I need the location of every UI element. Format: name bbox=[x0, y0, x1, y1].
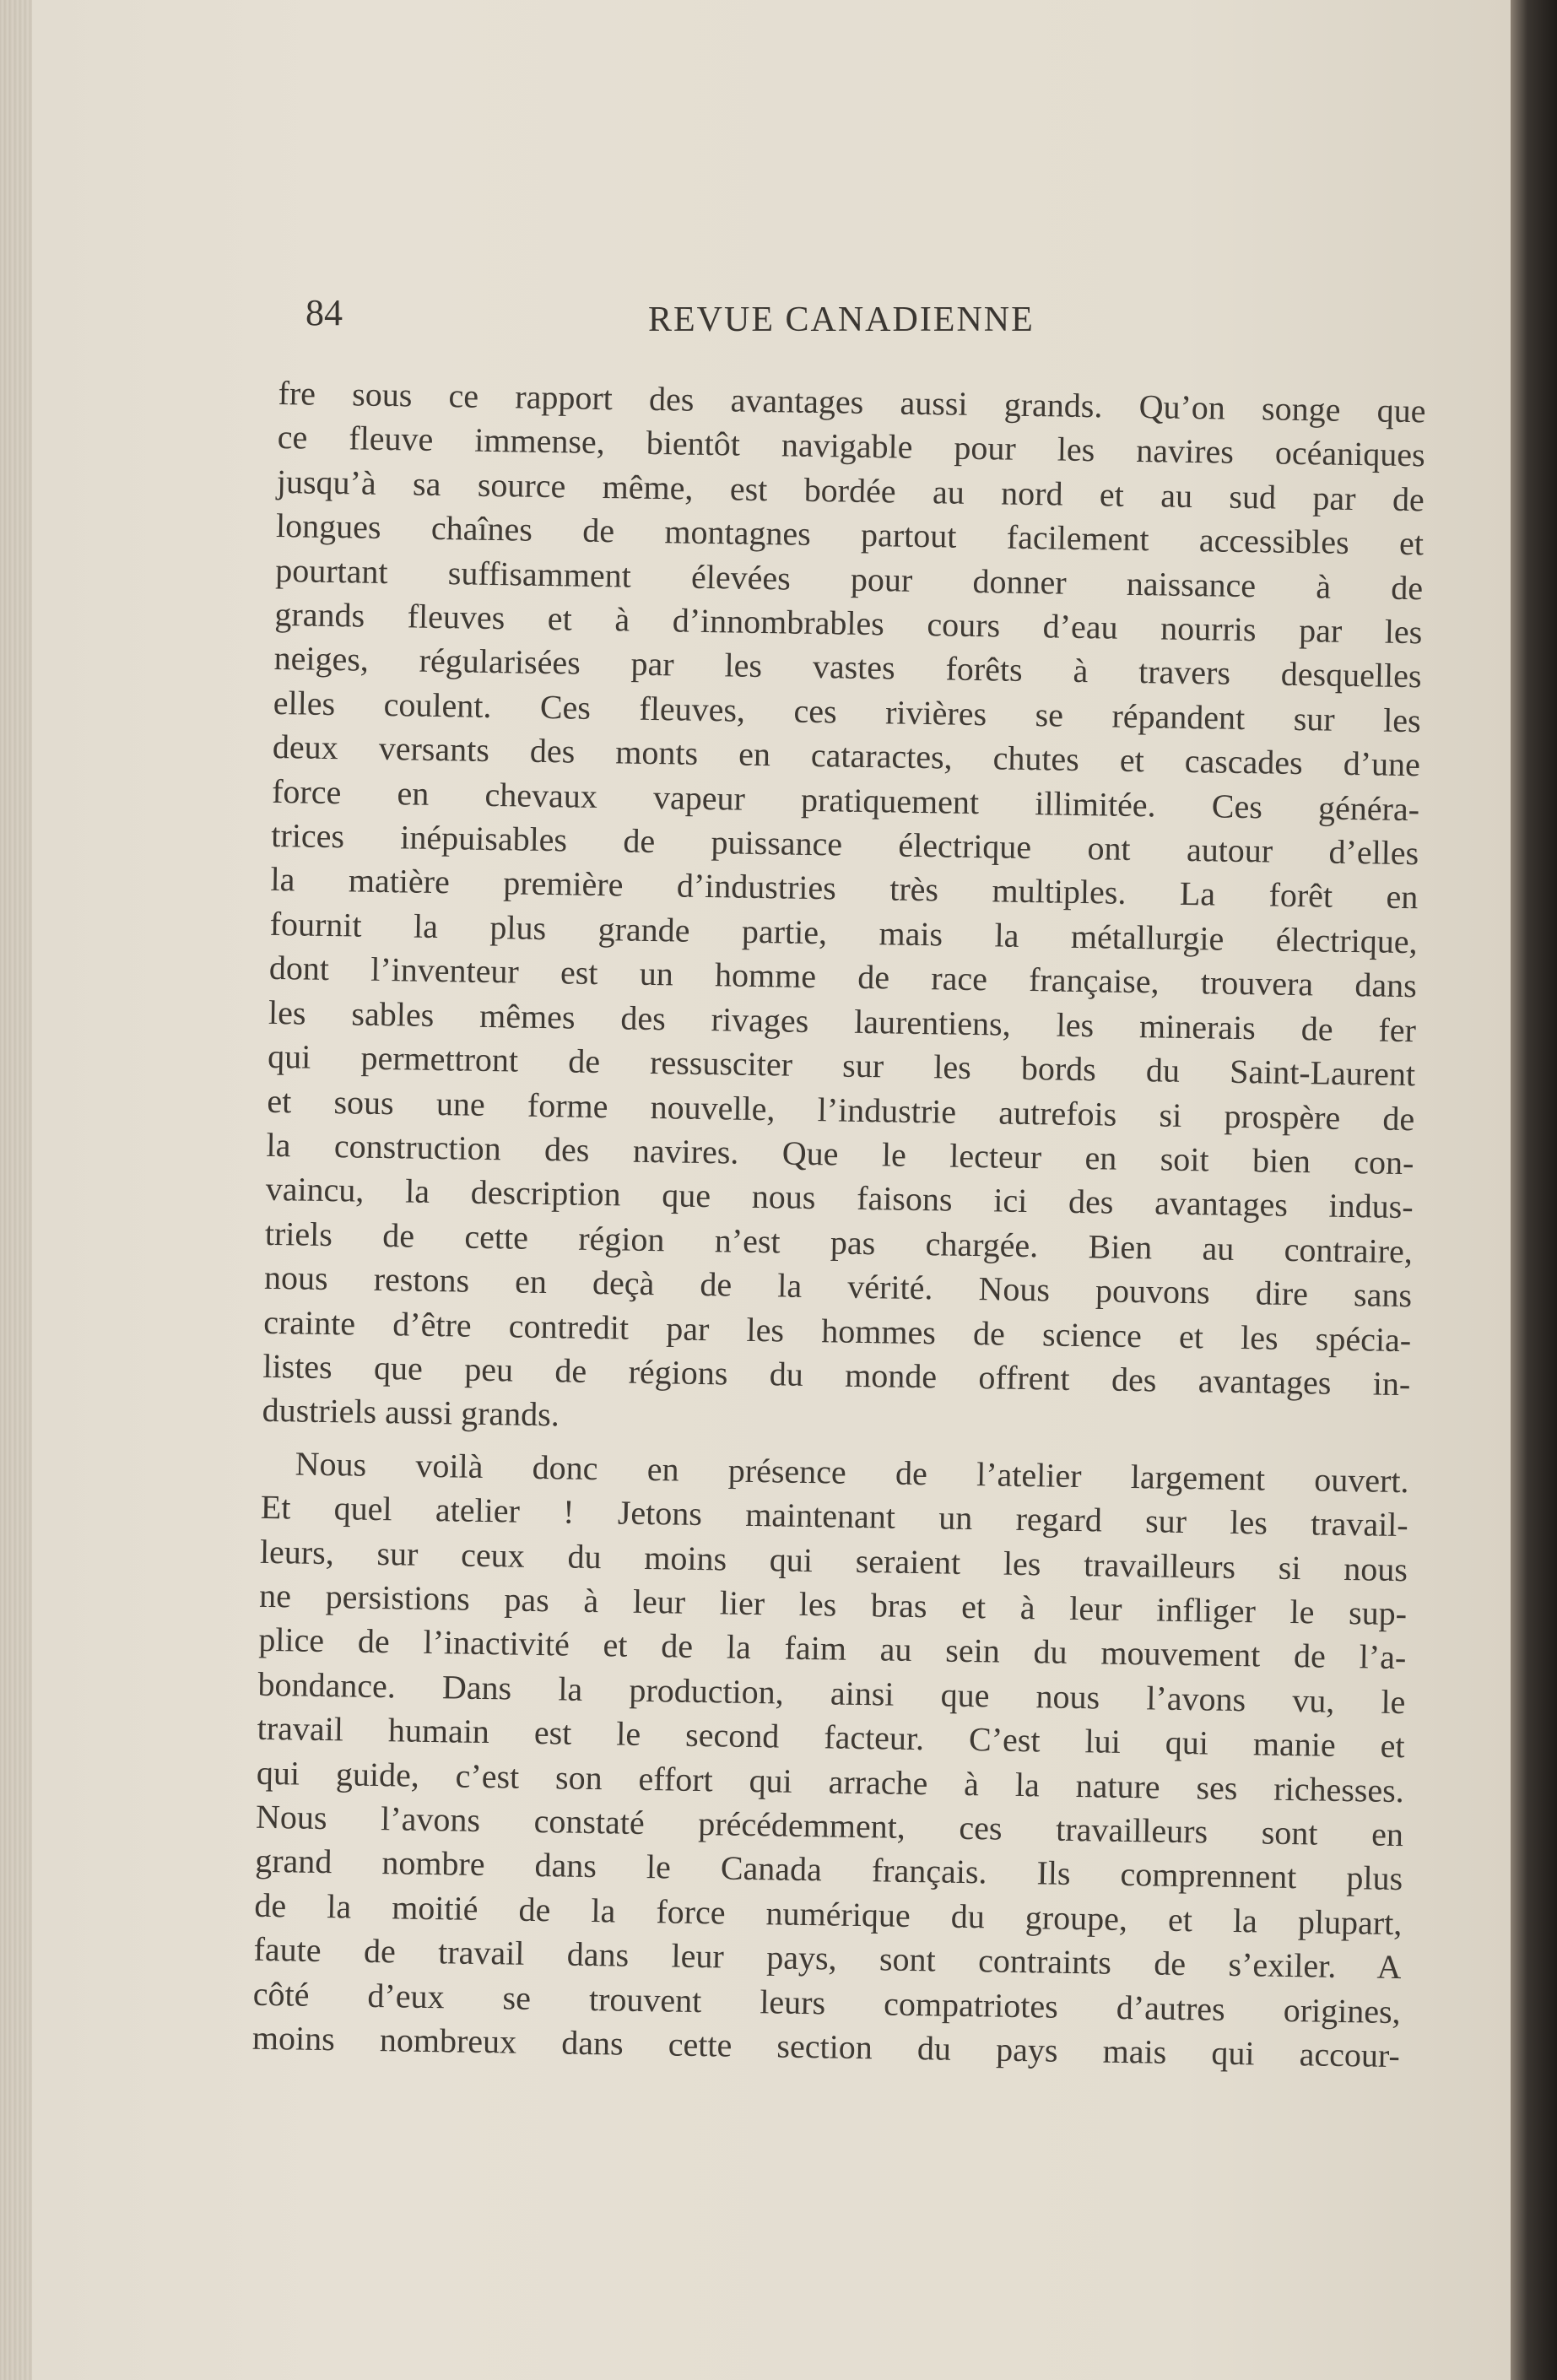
text-line: moins nombreux dans cette section du pays mais qui accour- bbox=[251, 2018, 1401, 2075]
text-line: plice de l’inactivité et de la faim au sein du mouvement de l’a- bbox=[258, 1620, 1407, 1677]
text-line: fournit la plus grande partie, mais la métallurgie électrique, bbox=[269, 904, 1418, 961]
text-line: longues chaînes de montagnes partout facilement accessibles et bbox=[275, 506, 1425, 563]
running-head bbox=[305, 291, 1445, 350]
text-line: qui permettront de ressusciter sur les bords du Saint-Laurent bbox=[267, 1036, 1416, 1094]
text-line: force en chevaux vapeur pratiquement illimitée. Ces généra- bbox=[271, 771, 1420, 828]
page-edge-shadow bbox=[0, 0, 32, 2380]
text-line: côté d’eux se trouvent leurs compatriotes d’autres origines, bbox=[252, 1974, 1401, 2031]
journal-title: REVUE CANADIENNE bbox=[648, 300, 1035, 339]
text-line: listes que peu de régions du monde offrent des avantages in- bbox=[262, 1346, 1411, 1404]
text-line: les sables mêmes des rivages laurentiens, les minerais de fer bbox=[268, 993, 1417, 1049]
text-line: trices inépuisables de puissance électrique ont autour d’elles bbox=[271, 815, 1419, 873]
text-line: Et quel atelier ! Jetons maintenant un regard sur les travail- bbox=[260, 1487, 1409, 1544]
text-line: de la moitié de la force numérique du groupe, et la plupart, bbox=[254, 1885, 1403, 1942]
text-line: Nous l’avons constaté précédemment, ces travailleurs sont en bbox=[255, 1797, 1404, 1854]
text-line: vaincu, la description que nous faisons ici des avantages indus- bbox=[265, 1170, 1414, 1226]
text-line: neiges, régularisées par les vastes forêts à travers desquelles bbox=[273, 639, 1422, 695]
text-line: grands fleuves et à d’innombrables cours d’eau nourris par les bbox=[274, 594, 1423, 652]
text-line: la matière première d’industries très multiples. La forêt en bbox=[270, 860, 1419, 917]
text-line: Nous voilà donc en présence de l’atelier largement ouvert. bbox=[295, 1444, 1409, 1500]
text-line: deux versants des monts en cataractes, chutes et cascades d’une bbox=[272, 728, 1421, 784]
paragraph-1 bbox=[262, 371, 1426, 1451]
text-line: dont l’inventeur est un homme de race française, trouvera dans bbox=[268, 949, 1418, 1005]
text-line: nous restons en deçà de la vérité. Nous pouvons dire sans bbox=[263, 1258, 1413, 1315]
text-line: ce fleuve immense, bientôt navigable pour les navires océaniques bbox=[277, 418, 1425, 474]
text-line: travail humain est le second facteur. C’est lui qui manie et bbox=[257, 1708, 1405, 1766]
text-line: et sous une forme nouvelle, l’industrie autrefois si prospère de bbox=[267, 1081, 1415, 1138]
page-number: 84 bbox=[305, 292, 343, 333]
text-line: grand nombre dans le Canada français. Ils comprennent plus bbox=[254, 1842, 1403, 1898]
text-line: triels de cette région n’est pas chargée. Bien au contraire, bbox=[264, 1214, 1414, 1270]
text-line: la construction des navires. Que le lecteur en soit bien con- bbox=[266, 1125, 1414, 1182]
text-line: faute de travail dans leur pays, sont contraints de s’exiler. A bbox=[253, 1929, 1402, 1987]
paragraph-2 bbox=[252, 1442, 1409, 2079]
body-text bbox=[252, 371, 1426, 2079]
text-line: jusqu’à sa source même, est bordée au nord et au sud par de bbox=[276, 462, 1425, 519]
text-line: dustriels aussi grands. bbox=[262, 1391, 560, 1434]
text-line: qui guide, c’est son effort qui arrache à la nature ses richesses. bbox=[256, 1753, 1405, 1809]
text-line: ne persistions pas à leur lier les bras et à leur infliger le sup- bbox=[258, 1576, 1408, 1633]
text-line: elles coulent. Ces fleuves, ces rivières se répandent sur les bbox=[273, 683, 1422, 740]
scan-background-edge bbox=[1511, 0, 1557, 2380]
text-line: bondance. Dans la production, ainsi que nous l’avons vu, le bbox=[257, 1664, 1406, 1721]
text-line: crainte d’être contredit par les hommes de science et les spécia- bbox=[262, 1302, 1412, 1359]
text-line: leurs, sur ceux du moins qui seraient les travailleurs si nous bbox=[259, 1532, 1408, 1588]
text-line: fre sous ce rapport des avantages aussi grands. Qu’on songe que bbox=[278, 373, 1426, 430]
text-line: pourtant suffisamment élevées pour donner naissance à de bbox=[274, 550, 1424, 607]
